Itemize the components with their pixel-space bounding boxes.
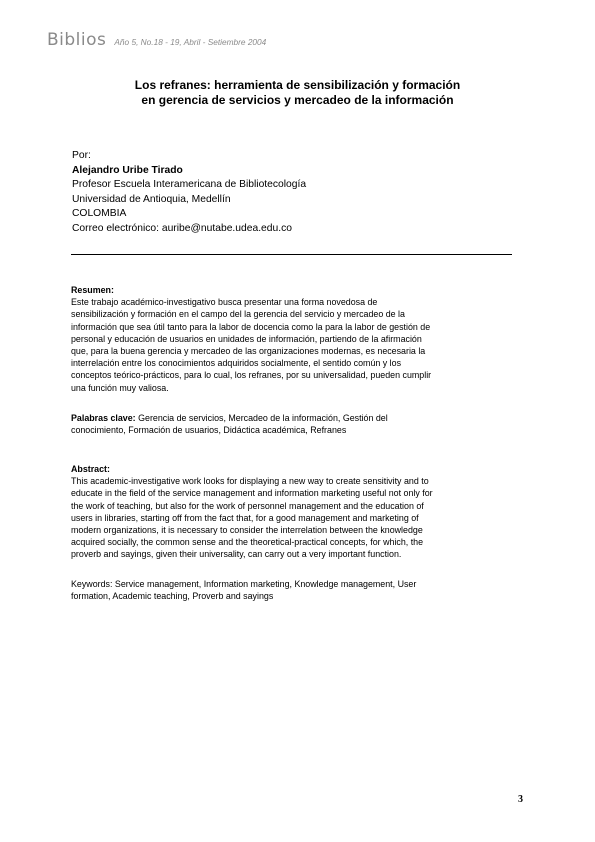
keywords-line: Keywords: Service management, Information marketing, Knowledge management, User [71,579,417,589]
author-institution: Universidad de Antioquia, Medellín [72,193,231,205]
abstract-line: acquired socially, the common sense and the theoretical-practical concepts, for which, the [71,537,424,548]
resumen-line: Este trabajo académico-investigativo busca presentar una forma novedosa de [71,297,378,308]
title-line: Los refranes: herramienta de sensibilización y formación [134,78,461,92]
abstract-line: modern organizations, it is necessary to consider the interrelation between the knowledge [71,525,423,536]
abstract-heading: Abstract: [71,464,110,474]
abstract-line: users in libraries, starting off from the fact that, for a good management and marketing of [71,512,419,523]
page-number: 3 [518,794,523,805]
resumen-line: que, para la buena gerencia y mercadeo de las organizaciones modernas, es necesaria la [71,346,426,357]
title-line: en gerencia de servicios y mercadeo de la información [141,93,454,107]
author-position: Profesor Escuela Interamericana de Bibliotecología [72,179,307,190]
journal-logo: Biblios [47,30,107,50]
article-title [60,78,535,108]
author-email[interactable]: Correo electrónico: auribe@nutabe.udea.edu.co [72,222,292,234]
abstract-line: This academic-investigative work looks for displaying a new way to create sensitivity and to [71,476,429,487]
resumen-section [71,284,521,394]
resumen-line: información que sea útil tanto para la labor de docencia como la para la labor de gestión de [71,321,431,332]
palabras-clave-section [71,412,521,436]
palabras-clave-line [71,412,521,424]
abstract-line: proverb and sayings, given their universality, can carry out a very important function. [71,549,402,560]
resumen-heading: Resumen: [71,285,114,295]
abstract-line: educate in the field of the service management and information marketing useful not only for [71,488,433,499]
divider [71,254,512,255]
palabras-clave-heading: Palabras clave: [71,413,136,423]
issue-info: Año 5, No.18 - 19, Abril - Setiembre 2004 [114,37,267,47]
author-block [72,149,306,236]
resumen-line: interrelación entre los conocimientos adquiridos socialmente, el sentido común y los [71,358,402,369]
running-header [47,30,266,50]
abstract-line: the work of teaching, but also for the work of personnel management and the education of [71,500,424,511]
resumen-line: conceptos teórico-prácticos, para lo cual, los refranes, por su universalidad, pueden cumplir [71,370,432,381]
author-name: Alejandro Uribe Tirado [72,164,183,176]
author-country: COLOMBIA [72,208,127,219]
resumen-line: personal y educación de usuarios en unidades de información, partiendo de la afirmación [71,333,422,344]
keywords-line: formation, Academic teaching, Proverb and sayings [71,591,274,602]
palabras-clave-line: conocimiento, Formación de usuarios, Didáctica académica, Refranes [71,425,347,436]
resumen-line: una función muy valiosa. [71,382,169,393]
resumen-line: sensibilización y formación en el campo del la gerencia del servicio y mercadeo de la [71,309,405,320]
palabras-clave-text: Gerencia de servicios, Mercadeo de la información, Gestión del [135,413,388,423]
keywords-section [71,578,521,602]
abstract-section [71,463,521,561]
by-label: Por: [72,150,91,161]
